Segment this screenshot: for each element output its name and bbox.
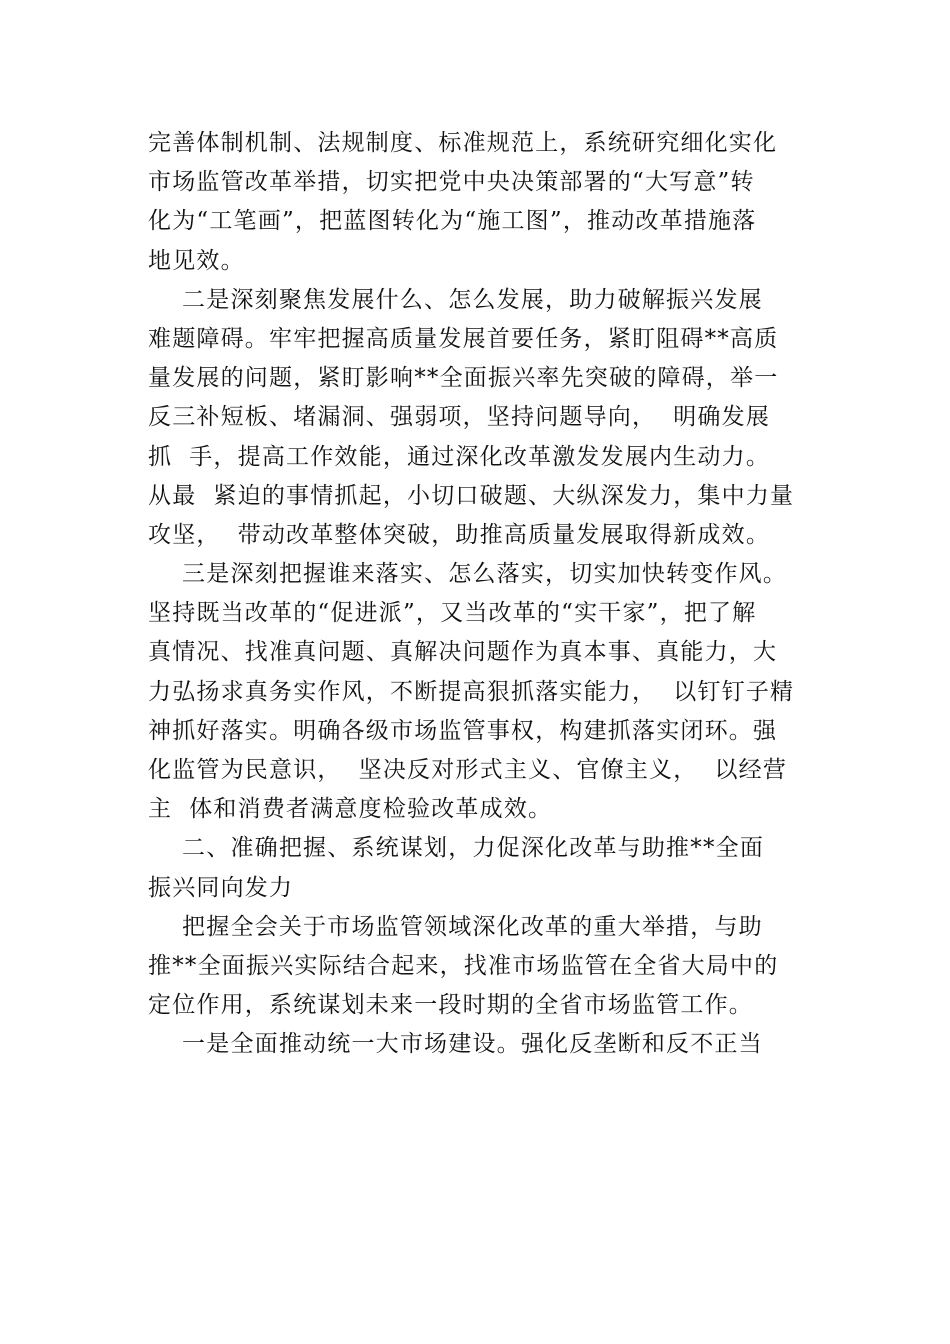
text-line: 三是深刻把握谁来落实、怎么落实，切实加快转变作风。 xyxy=(148,561,788,588)
text-line: 难题障碍。牢牢把握高质量发展首要任务，紧盯阻碍**高质 xyxy=(148,325,779,352)
text-line: 二是深刻聚焦发展什么、怎么发展，助力破解振兴发展 xyxy=(148,286,763,313)
text-line: 二、准确把握、系统谋划，力促深化改革与助推**全面 xyxy=(148,835,765,862)
text-line: 抓 手，提高工作效能，通过深化改革激发发展内生动力。 xyxy=(148,443,771,470)
text-line: 地见效。 xyxy=(148,247,245,274)
document-body xyxy=(148,124,808,1065)
text-line: 真情况、找准真问题、真解决问题作为真本事、真能力，大 xyxy=(148,639,778,666)
text-line: 攻坚， 带动改革整体突破，助推高质量发展取得新成效。 xyxy=(148,521,771,548)
text-line: 定位作用，系统谋划未来一段时期的全省市场监管工作。 xyxy=(148,992,753,1019)
text-line: 化监管为民意识， 坚决反对形式主义、官僚主义， 以经营 xyxy=(148,757,788,783)
text-line: 把握全会关于市场监管领域深化改革的重大举措，与助 xyxy=(148,913,763,940)
text-line: 力弘扬求真务实作风，不断提高狠抓落实能力， 以钉钉子精 xyxy=(148,678,795,705)
text-line: 振兴同向发力 xyxy=(148,874,294,901)
text-line: 主 体和消费者满意度检验改革成效。 xyxy=(148,796,553,823)
text-line: 市场监管改革举措，切实把党中央决策部署的“大写意”转 xyxy=(148,169,755,196)
text-line: 量发展的问题，紧盯影响**全面振兴率先突破的障碍，举一 xyxy=(148,365,779,392)
text-line: 推**全面振兴实际结合起来，找准市场监管在全省大局中的 xyxy=(148,952,779,979)
text-line: 反三补短板、堵漏洞、强弱项，坚持问题导向， 明确发展 xyxy=(148,404,771,431)
text-line: 神抓好落实。明确各级市场监管事权，构建抓落实闭环。强 xyxy=(148,717,778,744)
text-line: 化为“工笔画”，把蓝图转化为“施工图”，推动改革措施落 xyxy=(148,208,757,235)
text-line: 坚持既当改革的“促进派”，又当改革的“实干家”，把了解 xyxy=(148,600,757,627)
text-line: 一是全面推动统一大市场建设。强化反垄断和反不正当 xyxy=(148,1031,763,1058)
text-line: 从最 紧迫的事情抓起，小切口破题、大纵深发力，集中力量 xyxy=(148,482,795,509)
text-line: 完善体制机制、法规制度、标准规范上，系统研究细化实化 xyxy=(148,130,778,156)
